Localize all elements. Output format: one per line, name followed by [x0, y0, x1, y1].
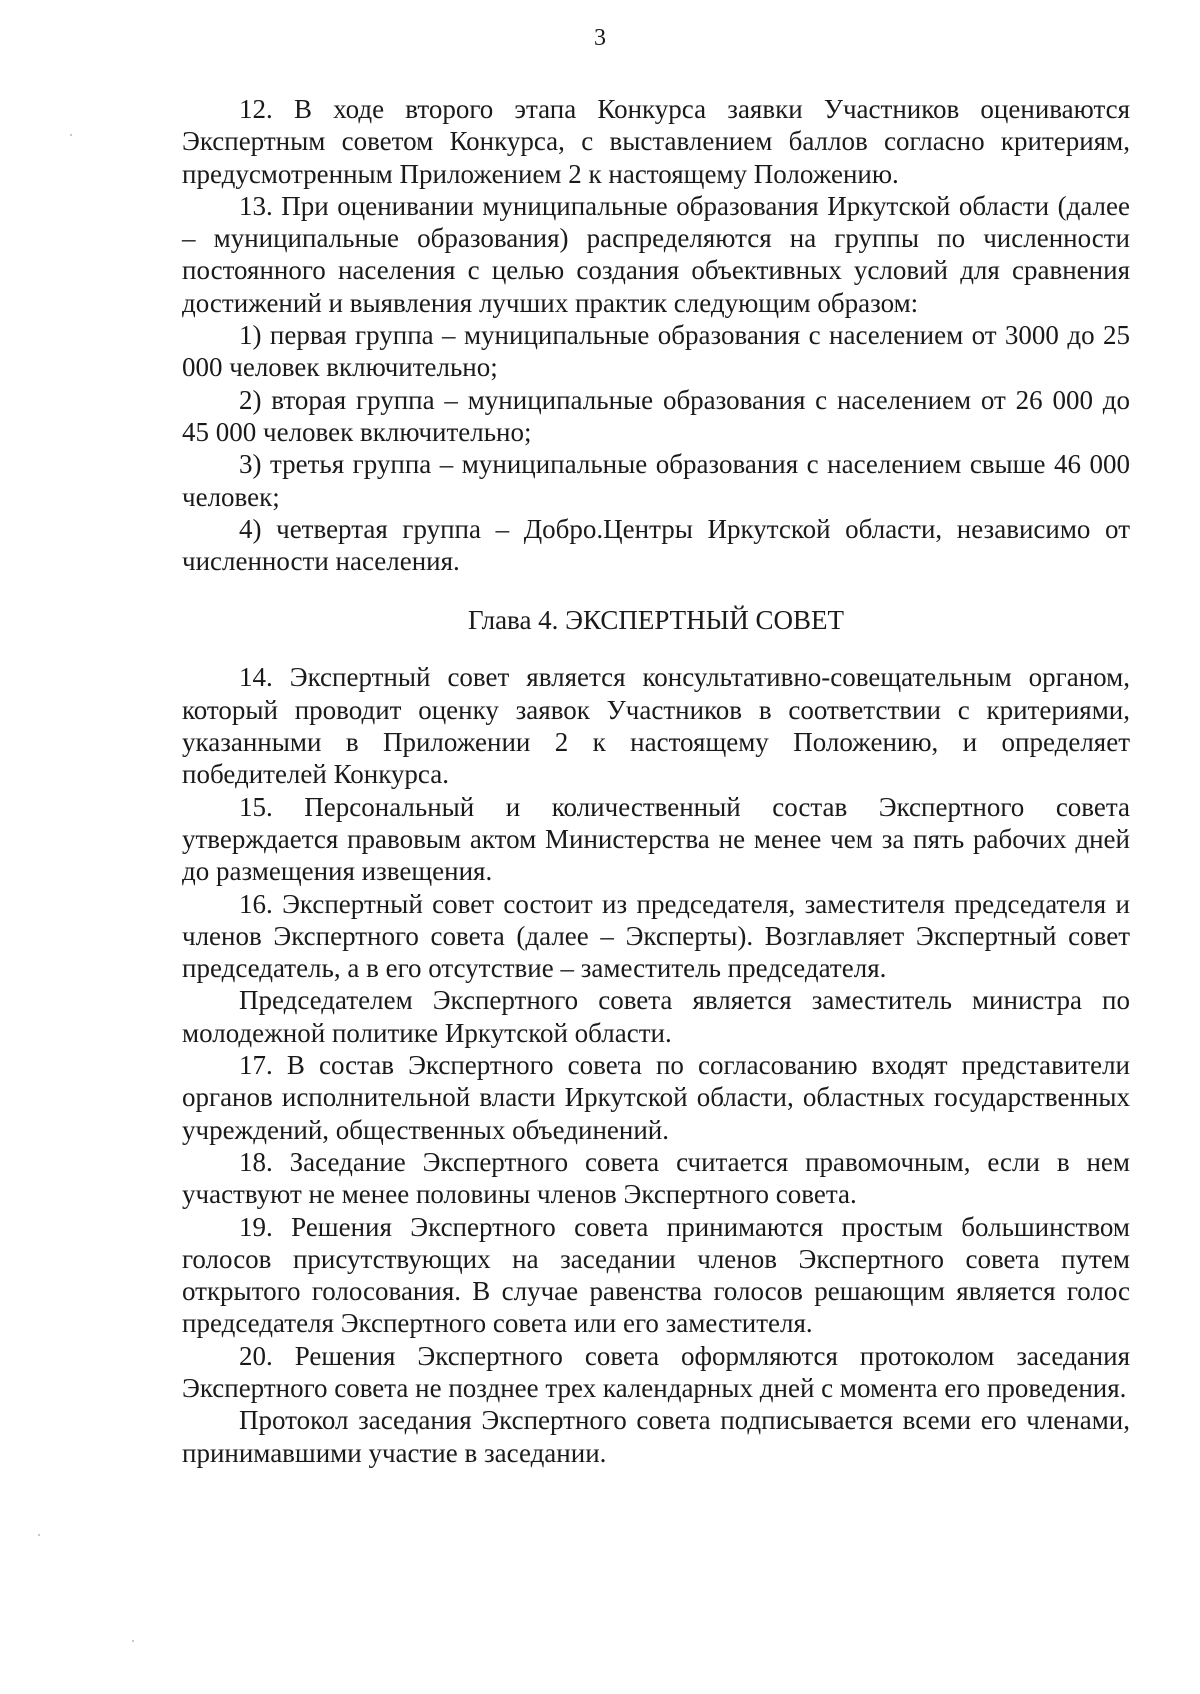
paragraph-17: 17. В состав Экспертного совета по согласованию входят представители органов исполнительной власти Иркутской области, областных государственных учреждений, общественных объединений. — [182, 1050, 1130, 1145]
scan-speck — [38, 1534, 40, 1536]
paragraph-20: 20. Решения Экспертного совета оформляются протоколом заседания Экспертного совета не позднее трех календарных дней с момента его проведения. — [182, 1340, 1130, 1403]
paragraph-13: 13. При оценивании муниципальные образования Иркутской области (далее – муниципальные образования) распределяются на группы по численности постоянного населения с целью создания объективных условий для сравнения достижений и выявления лучших практик следующим образом: — [182, 190, 1130, 318]
list-item-group-3: 3) третья группа – муниципальные образования с населением свыше 46 000 человек; — [182, 449, 1130, 512]
list-item-group-2: 2) вторая группа – муниципальные образования с населением от 26 000 до 45 000 человек включительно; — [182, 384, 1130, 447]
paragraph-19: 19. Решения Экспертного совета принимаются простым большинством голосов присутствующих на заседании членов Экспертного совета путем открытого голосования. В случае равенства голосов решающим является голос председателя Экспертного совета или его заместителя. — [182, 1211, 1130, 1339]
page-number: 3 — [594, 25, 606, 51]
list-item-group-4: 4) четвертая группа – Добро.Центры Иркутской области, независимо от численности населения. — [182, 513, 1130, 577]
paragraph-15: 15. Персональный и количественный состав Экспертного совета утверждается правовым актом Министерства не менее чем за пять рабочих дней до размещения извещения. — [182, 791, 1130, 887]
paragraph-20-protocol: Протокол заседания Экспертного совета подписывается всеми его членами, принимавшими участие в заседании. — [182, 1405, 1130, 1468]
scan-speck — [132, 1640, 134, 1642]
paragraph-14: 14. Экспертный совет является консультативно-совещательным органом, который проводит оценку заявок Участников в соответствии с критериями, указанными в Приложении 2 к настоящему Положению, и определяет победителей Конкурса. — [182, 662, 1130, 790]
chapter-title: Глава 4. ЭКСПЕРТНЫЙ СОВЕТ — [468, 605, 844, 636]
paragraph-16: 16. Экспертный совет состоит из председателя, заместителя председателя и членов Экспертного совета (далее – Эксперты). Возглавляет Экспертный совет председатель, а в его отсутствие – заместитель председателя. — [182, 888, 1130, 984]
scan-speck — [70, 134, 72, 136]
paragraph-18: 18. Заседание Экспертного совета считается правомочным, если в нем участвуют не менее половины членов Экспертного совета. — [182, 1146, 1130, 1210]
paragraph-16-chair: Председателем Экспертного совета является заместитель министра по молодежной политике Иркутской области. — [182, 985, 1130, 1048]
list-item-group-1: 1) первая группа – муниципальные образования с населением от 3000 до 25 000 человек включительно; — [182, 320, 1130, 383]
document-body — [182, 93, 1130, 1469]
paragraph-12: 12. В ходе второго этапа Конкурса заявки Участников оцениваются Экспертным советом Конкурса, с выставлением баллов согласно критериям, предусмотренным Приложением 2 к настоящему Положению. — [182, 94, 1130, 189]
